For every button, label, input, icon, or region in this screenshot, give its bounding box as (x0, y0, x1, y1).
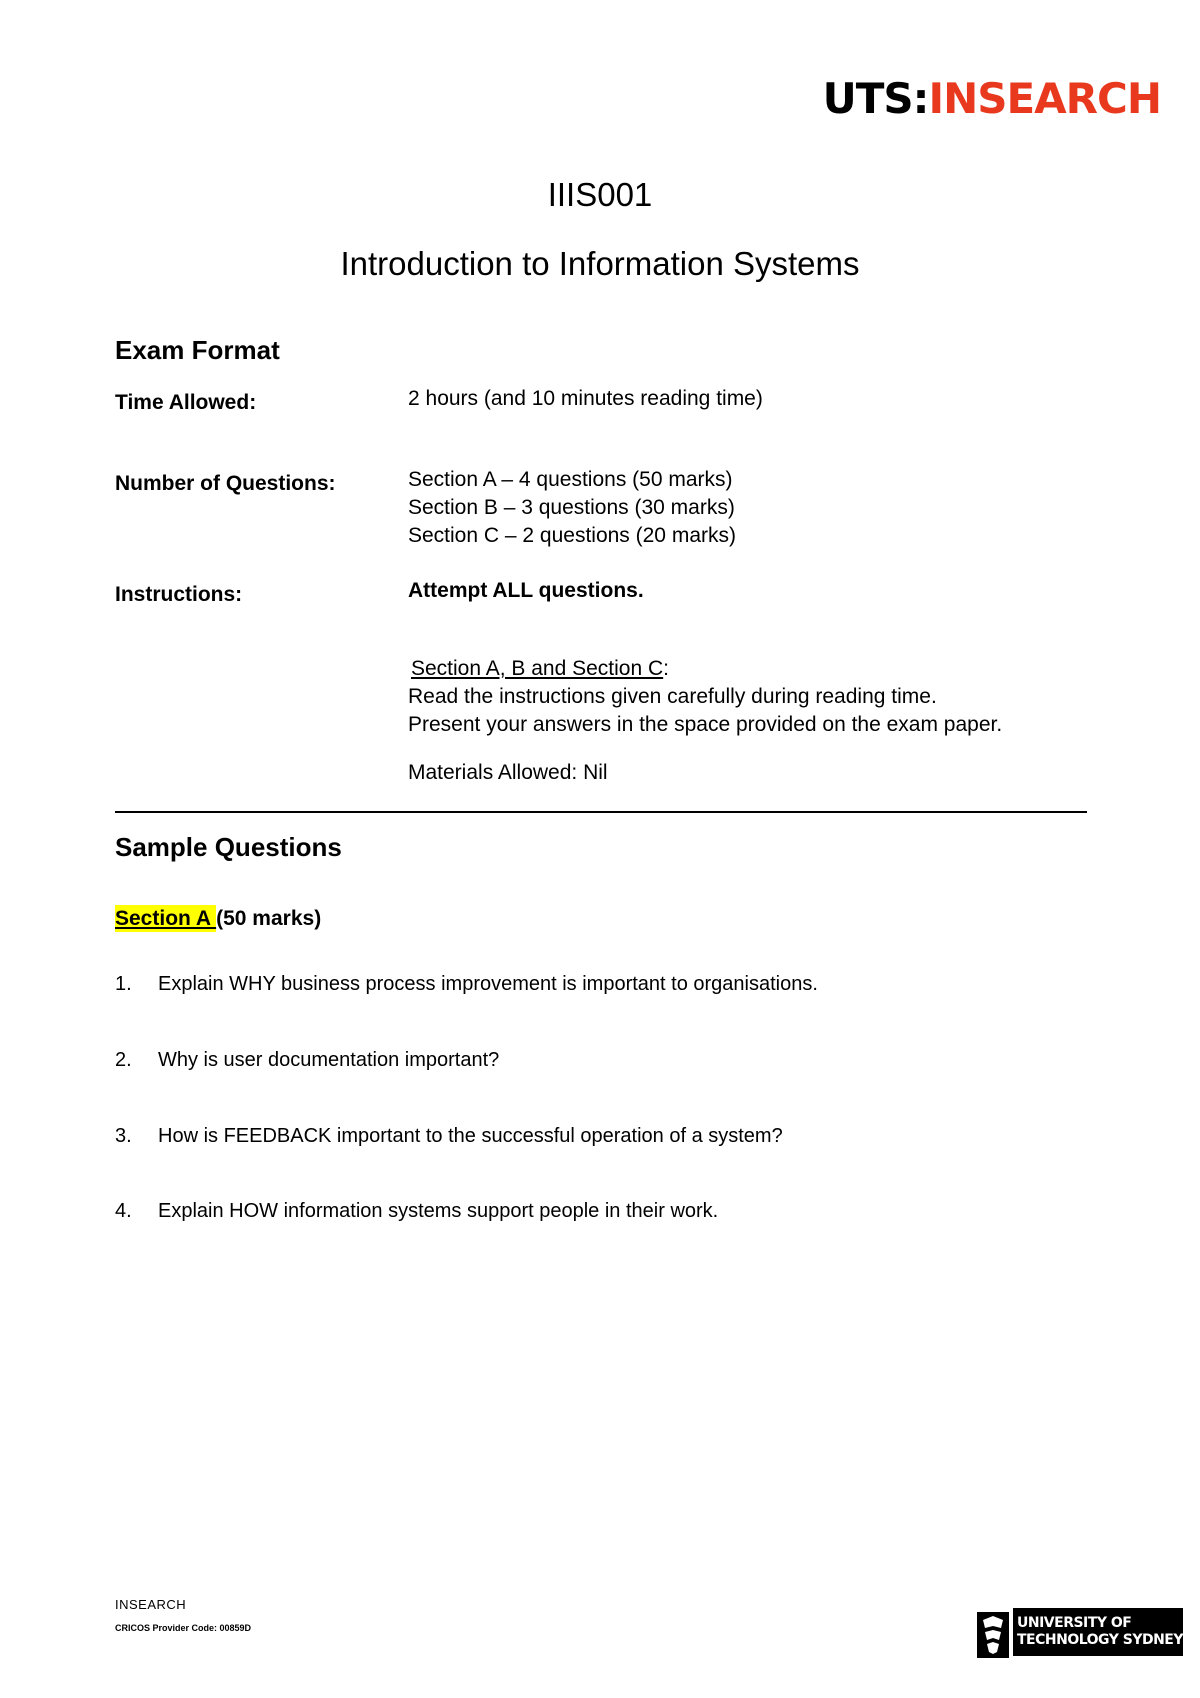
exam-format-heading: Exam Format (115, 335, 280, 365)
course-code: IIIS001 (547, 176, 653, 213)
instruction-line-1: Read the instructions given carefully during reading time. (408, 685, 937, 708)
logo-uts-text: UTS (822, 74, 913, 123)
section-c-count: Section C – 2 questions (20 marks) (408, 524, 736, 547)
time-allowed-label: Time Allowed: (115, 391, 257, 414)
instructions-label: Instructions: (115, 583, 243, 606)
sections-note (411, 655, 669, 683)
section-a-heading (115, 908, 321, 929)
question-number: 1. (115, 973, 132, 995)
question-number: 3. (115, 1125, 132, 1147)
section-a-count: Section A – 4 questions (50 marks) (408, 468, 733, 491)
question-text: How is FEEDBACK important to the successful operation of a system? (158, 1125, 783, 1147)
question-text: Explain HOW information systems support people in their work. (158, 1200, 719, 1222)
section-a-marks: (50 marks) (216, 907, 322, 930)
sample-questions-heading: Sample Questions (115, 832, 342, 862)
section-a-label: Section A (115, 907, 217, 930)
sections-note-suffix: : (663, 657, 669, 680)
question-text: Explain WHY business process improvement is important to organisations. (158, 973, 818, 995)
question-text: Why is user documentation important? (158, 1049, 500, 1071)
uts-university-logo (1013, 1608, 1183, 1656)
question-item (115, 1126, 783, 1146)
course-name: Introduction to Information Systems (340, 245, 860, 282)
uts-logo-line-2: TECHNOLOGY SYDNEY (1017, 1632, 1184, 1648)
question-item (115, 1050, 499, 1070)
instruction-line-2: Present your answers in the space provided on the exam paper. (408, 713, 1003, 736)
section-b-count: Section B – 3 questions (30 marks) (408, 496, 735, 519)
footer-org: INSEARCH (115, 1597, 187, 1612)
time-allowed-value: 2 hours (and 10 minutes reading time) (408, 387, 763, 410)
uts-shield-icon (975, 1610, 1011, 1660)
logo-insearch-text: INSEARCH (928, 74, 1161, 123)
instructions-value: Attempt ALL questions. (408, 579, 644, 602)
number-of-questions-label: Number of Questions: (115, 472, 336, 495)
logo-colon: : (912, 74, 929, 123)
question-item (115, 974, 818, 994)
uts-logo-line-1: UNIVERSITY OF (1017, 1615, 1132, 1631)
question-item (115, 1201, 718, 1221)
sections-note-text: Section A, B and Section C (411, 657, 664, 680)
question-number: 4. (115, 1200, 132, 1222)
footer-cricos: CRICOS Provider Code: 00859D (115, 1623, 252, 1633)
divider (115, 811, 1087, 813)
materials-allowed: Materials Allowed: Nil (408, 761, 608, 784)
question-number: 2. (115, 1049, 132, 1071)
uts-insearch-logo (822, 74, 1161, 123)
